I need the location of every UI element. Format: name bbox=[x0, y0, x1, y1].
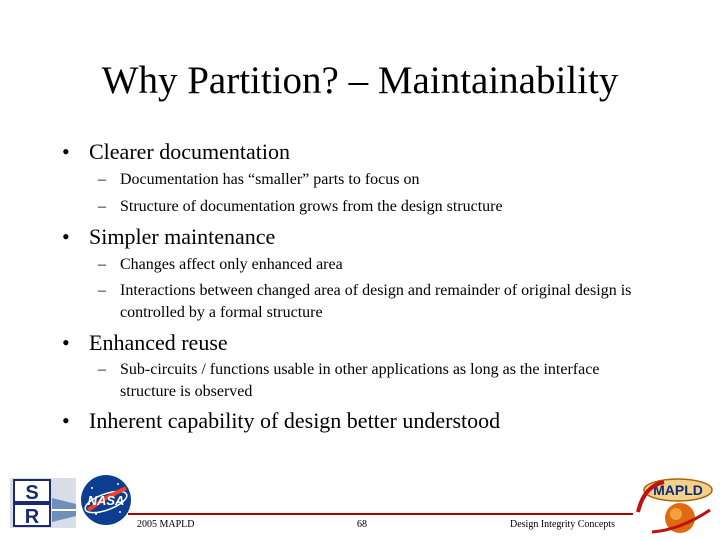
sr-logo-s: S bbox=[25, 482, 39, 504]
sub-dash: – bbox=[98, 361, 106, 378]
bullet-dot: • bbox=[62, 224, 70, 249]
bullet-dot: • bbox=[62, 408, 70, 433]
sub-bullet bbox=[98, 196, 658, 218]
nasa-logo-text: NASA bbox=[87, 493, 125, 508]
sub-bullet-text: Sub-circuits / functions usable in other applications as long as the interface structure is observed bbox=[120, 361, 600, 400]
sub-bullet-text: Documentation has “smaller” parts to focus on bbox=[120, 171, 420, 188]
sr-logo-r: R bbox=[24, 506, 40, 528]
sr-logo bbox=[10, 478, 76, 528]
bullet-text: Inherent capability of design better understood bbox=[89, 408, 501, 433]
bullet-enhanced-reuse bbox=[62, 330, 228, 356]
bullet-text: Simpler maintenance bbox=[89, 224, 276, 249]
sub-dash: – bbox=[98, 198, 106, 215]
sub-bullet-text: Changes affect only enhanced area bbox=[120, 256, 343, 273]
sub-dash: – bbox=[98, 256, 106, 273]
slide-title: Why Partition? – Maintainability bbox=[101, 59, 619, 102]
sub-bullet bbox=[98, 359, 658, 403]
footer-page-number: 68 bbox=[357, 519, 367, 530]
sr-logo-graphic bbox=[10, 478, 76, 528]
sub-bullet-text: Interactions between changed area of design and remainder of original design is controlled by a formal structure bbox=[120, 282, 632, 321]
nasa-logo bbox=[80, 474, 132, 526]
mapld-logo-text: MAPLD bbox=[653, 482, 703, 498]
sub-dash: – bbox=[98, 171, 106, 188]
footer-right: Design Integrity Concepts bbox=[510, 519, 615, 530]
bullet-text: Clearer documentation bbox=[89, 139, 290, 164]
bullet-text: Enhanced reuse bbox=[89, 330, 228, 355]
sub-bullet bbox=[98, 254, 658, 276]
bullet-dot: • bbox=[62, 139, 70, 164]
footer-divider bbox=[128, 513, 633, 515]
footer-left: 2005 MAPLD bbox=[137, 519, 195, 530]
bullet-simpler-maintenance bbox=[62, 224, 275, 250]
bullet-dot: • bbox=[62, 330, 70, 355]
sub-bullet bbox=[98, 280, 658, 324]
sub-bullet bbox=[98, 169, 658, 191]
mapld-logo-graphic bbox=[632, 472, 714, 536]
mapld-logo bbox=[632, 472, 714, 536]
bullet-inherent-capability bbox=[62, 408, 500, 434]
sub-bullet-text: Structure of documentation grows from the design structure bbox=[120, 198, 503, 215]
bullet-clearer-documentation bbox=[62, 139, 290, 165]
sub-dash: – bbox=[98, 282, 106, 299]
nasa-logo-graphic bbox=[80, 474, 132, 526]
